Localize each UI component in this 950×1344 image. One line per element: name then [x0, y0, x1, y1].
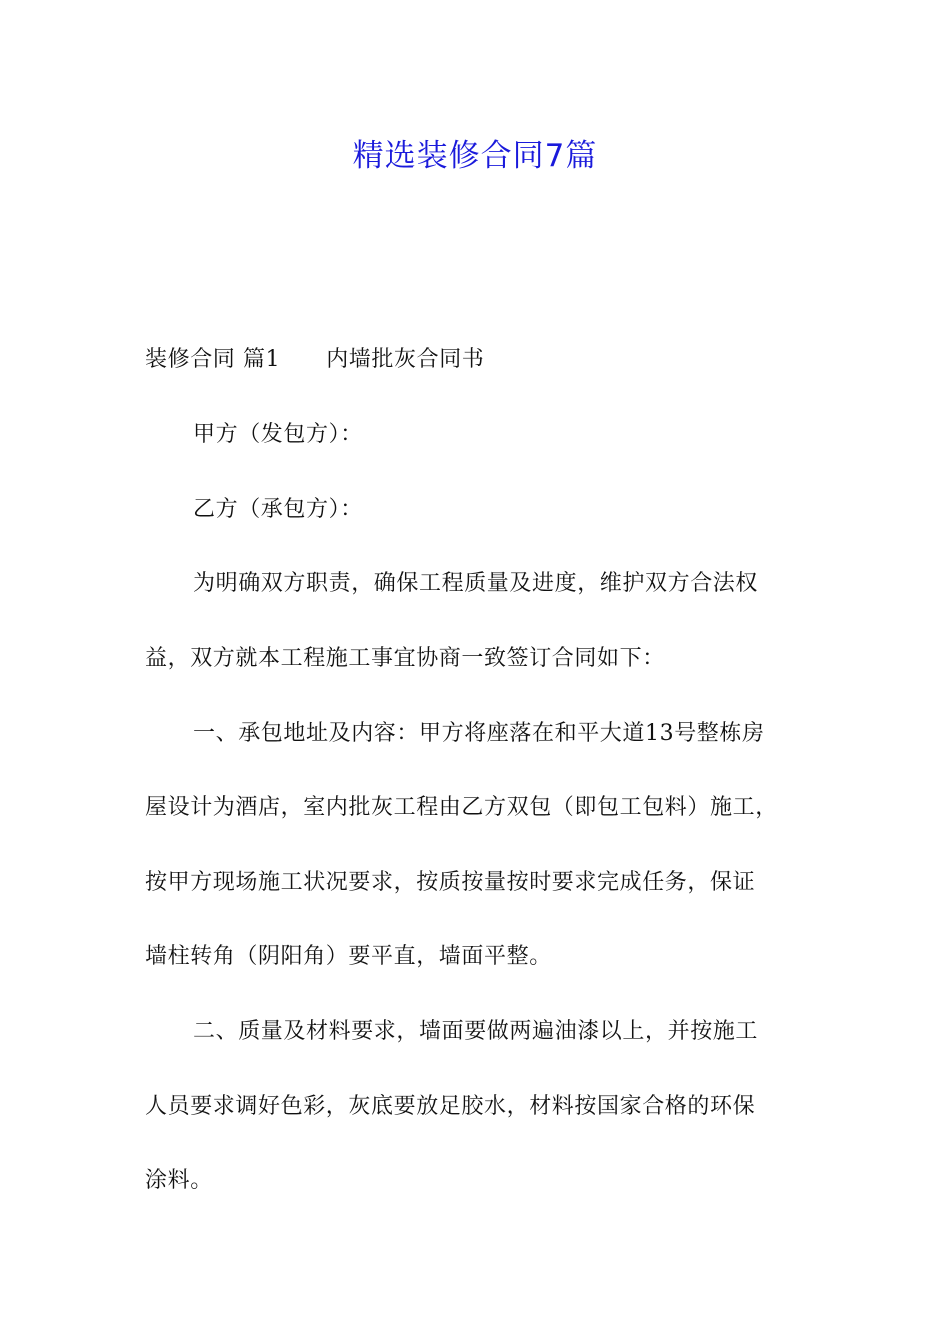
paragraph-line: 益，双方就本工程施工事宜协商一致签订合同如下： [145, 646, 665, 671]
party-a-line: 甲方（发包方）： [193, 422, 363, 447]
paragraph-line: 人员要求调好色彩，灰底要放足胶水，材料按国家合格的环保 [145, 1094, 756, 1119]
paragraph-line: 屋设计为酒店，室内批灰工程由乙方双包（即包工包料）施工， [145, 795, 778, 820]
section-heading: 装修合同 篇1 [145, 347, 281, 372]
document-title: 精选装修合同7篇 [352, 138, 598, 174]
paragraph-line: 涂料。 [145, 1168, 213, 1193]
paragraph-line: 二、质量及材料要求，墙面要做两遍油漆以上，并按施工 [193, 1019, 759, 1044]
section-subtitle: 内墙批灰合同书 [326, 347, 485, 372]
paragraph-line: 为明确双方职责，确保工程质量及进度，维护双方合法权 [193, 571, 759, 596]
party-b-line: 乙方（承包方）： [193, 497, 363, 522]
paragraph-line: 一、承包地址及内容：甲方将座落在和平大道13号整栋房 [193, 721, 765, 746]
paragraph-line: 墙柱转角（阴阳角）要平直，墙面平整。 [145, 944, 552, 969]
paragraph-line: 按甲方现场施工状况要求，按质按量按时要求完成任务，保证 [145, 870, 756, 895]
section-heading-line [145, 345, 484, 375]
